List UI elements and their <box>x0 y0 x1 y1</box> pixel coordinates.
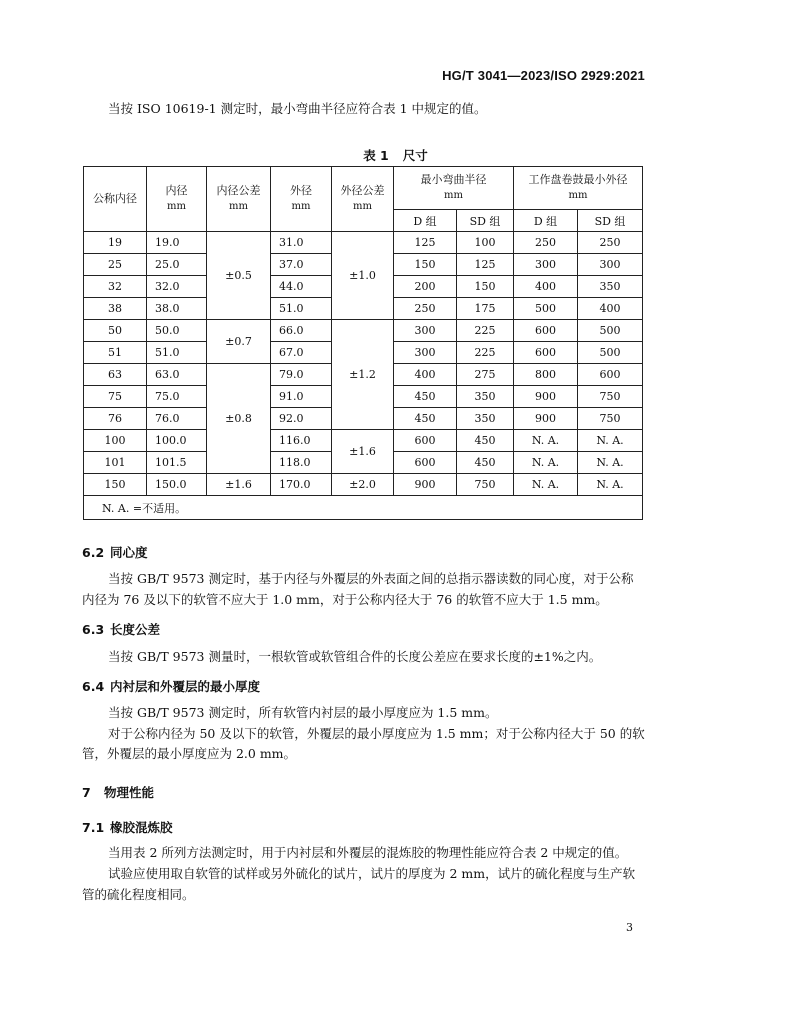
cell-drum-d: 800 <box>514 364 578 386</box>
cell-bend-sd: 450 <box>457 452 514 474</box>
table-note-row <box>84 496 643 520</box>
cell-nominal: 150 <box>84 474 147 496</box>
cell-outer-diameter: 66.0 <box>271 320 332 342</box>
section-title: 内衬层和外覆层的最小厚度 <box>110 679 261 694</box>
cell-outer-tolerance: ±1.2 <box>332 320 394 430</box>
cell-bend-d: 300 <box>394 342 457 364</box>
page-number: 3 <box>626 921 633 934</box>
cell-inner-diameter: 51.0 <box>147 342 207 364</box>
paragraph: 当按 GB/T 9573 测定时，所有软管内衬层的最小厚度应为 1.5 mm。 <box>108 705 498 720</box>
cell-inner-diameter: 38.0 <box>147 298 207 320</box>
cell-nominal: 51 <box>84 342 147 364</box>
cell-outer-diameter: 31.0 <box>271 232 332 254</box>
cell-inner-tolerance: ±0.7 <box>207 320 271 364</box>
cell-drum-sd: 300 <box>578 254 643 276</box>
cell-inner-diameter: 32.0 <box>147 276 207 298</box>
cell-bend-d: 250 <box>394 298 457 320</box>
cell-drum-sd: 250 <box>578 232 643 254</box>
section-title: 同心度 <box>110 545 148 560</box>
header-drum-d: D 组 <box>514 210 578 232</box>
cell-nominal: 50 <box>84 320 147 342</box>
section-7-1-heading <box>82 818 173 836</box>
cell-nominal: 101 <box>84 452 147 474</box>
section-6-4-heading <box>82 677 260 695</box>
cell-outer-tolerance: ±2.0 <box>332 474 394 496</box>
header-outer-diameter: 外径 mm <box>271 167 332 232</box>
table-caption <box>0 146 791 164</box>
cell-nominal: 100 <box>84 430 147 452</box>
header-outer-tolerance: 外径公差 mm <box>332 167 394 232</box>
cell-outer-diameter: 51.0 <box>271 298 332 320</box>
cell-bend-d: 600 <box>394 452 457 474</box>
paragraph: 对于公称内径为 50 及以下的软管，外覆层的最小厚度应为 1.5 mm；对于公称内径大于 50 的软 <box>108 726 645 741</box>
cell-drum-d: 500 <box>514 298 578 320</box>
cell-nominal: 75 <box>84 386 147 408</box>
cell-nominal: 63 <box>84 364 147 386</box>
cell-bend-d: 150 <box>394 254 457 276</box>
cell-drum-sd: 400 <box>578 298 643 320</box>
table-note: N. A. =不适用。 <box>84 496 643 520</box>
cell-inner-tolerance: ±1.6 <box>207 474 271 496</box>
section-title: 橡胶混炼胶 <box>110 820 173 835</box>
cell-drum-d: 600 <box>514 342 578 364</box>
cell-drum-d: N. A. <box>514 430 578 452</box>
cell-inner-diameter: 76.0 <box>147 408 207 430</box>
section-number: 6.2 <box>82 545 105 560</box>
cell-drum-sd: 750 <box>578 386 643 408</box>
table-header-row <box>84 167 643 210</box>
cell-nominal: 32 <box>84 276 147 298</box>
cell-outer-diameter: 116.0 <box>271 430 332 452</box>
section-6-2-heading <box>82 543 148 561</box>
cell-bend-sd: 125 <box>457 254 514 276</box>
header-drum-diameter: 工作盘卷鼓最小外径 mm <box>514 167 643 210</box>
cell-outer-diameter: 170.0 <box>271 474 332 496</box>
standard-header: HG/T 3041—2023/ISO 2929:2021 <box>442 68 645 83</box>
cell-outer-tolerance: ±1.6 <box>332 430 394 474</box>
cell-drum-d: 250 <box>514 232 578 254</box>
paragraph: 试验应使用取自软管的试样或另外硫化的试片，试片的厚度为 2 mm，试片的硫化程度与生产软 <box>108 866 636 881</box>
cell-outer-diameter: 91.0 <box>271 386 332 408</box>
table-caption-title: 尺寸 <box>402 148 428 163</box>
cell-inner-tolerance: ±0.5 <box>207 232 271 320</box>
paragraph: 内径为 76 及以下的软管不应大于 1.0 mm，对于公称内径大于 76 的软管不应大于 1.5 mm。 <box>82 592 608 607</box>
table-row <box>84 320 643 342</box>
cell-inner-diameter: 150.0 <box>147 474 207 496</box>
cell-inner-diameter: 50.0 <box>147 320 207 342</box>
cell-outer-tolerance: ±1.0 <box>332 232 394 320</box>
cell-drum-sd: N. A. <box>578 452 643 474</box>
cell-inner-diameter: 19.0 <box>147 232 207 254</box>
cell-inner-diameter: 101.5 <box>147 452 207 474</box>
cell-outer-diameter: 44.0 <box>271 276 332 298</box>
cell-inner-diameter: 63.0 <box>147 364 207 386</box>
section-6-3-heading <box>82 620 160 638</box>
section-title: 长度公差 <box>110 622 161 637</box>
section-title: 物理性能 <box>104 785 155 800</box>
paragraph: 管，外覆层的最小厚度应为 2.0 mm。 <box>82 746 297 761</box>
cell-bend-d: 450 <box>394 386 457 408</box>
cell-bend-sd: 350 <box>457 408 514 430</box>
cell-drum-sd: 350 <box>578 276 643 298</box>
cell-drum-sd: 750 <box>578 408 643 430</box>
cell-drum-sd: 500 <box>578 342 643 364</box>
cell-bend-d: 200 <box>394 276 457 298</box>
section-number: 7 <box>82 785 91 800</box>
cell-bend-sd: 275 <box>457 364 514 386</box>
table-row <box>84 430 643 452</box>
cell-bend-sd: 100 <box>457 232 514 254</box>
cell-drum-sd: N. A. <box>578 430 643 452</box>
paragraph: 当用表 2 所列方法测定时，用于内衬层和外覆层的混炼胶的物理性能应符合表 2 中规定的值。 <box>108 845 628 860</box>
cell-drum-sd: N. A. <box>578 474 643 496</box>
cell-drum-d: N. A. <box>514 452 578 474</box>
cell-bend-d: 600 <box>394 430 457 452</box>
cell-outer-diameter: 79.0 <box>271 364 332 386</box>
header-bend-d: D 组 <box>394 210 457 232</box>
paragraph: 当按 GB/T 9573 测量时，一根软管或软管组合件的长度公差应在要求长度的±1%之内。 <box>108 649 602 664</box>
section-7-heading <box>82 783 154 801</box>
cell-nominal: 38 <box>84 298 147 320</box>
intro-paragraph: 当按 ISO 10619-1 测定时，最小弯曲半径应符合表 1 中规定的值。 <box>108 101 487 116</box>
cell-drum-sd: 500 <box>578 320 643 342</box>
cell-bend-d: 400 <box>394 364 457 386</box>
section-number: 7.1 <box>82 820 105 835</box>
cell-bend-sd: 225 <box>457 342 514 364</box>
cell-inner-diameter: 25.0 <box>147 254 207 276</box>
cell-inner-diameter: 100.0 <box>147 430 207 452</box>
cell-drum-sd: 600 <box>578 364 643 386</box>
cell-bend-d: 900 <box>394 474 457 496</box>
cell-outer-diameter: 67.0 <box>271 342 332 364</box>
header-drum-sd: SD 组 <box>578 210 643 232</box>
header-nominal: 公称内径 <box>84 167 147 232</box>
cell-nominal: 19 <box>84 232 147 254</box>
table-row <box>84 474 643 496</box>
cell-outer-diameter: 118.0 <box>271 452 332 474</box>
header-inner-tolerance: 内径公差 mm <box>207 167 271 232</box>
cell-bend-sd: 175 <box>457 298 514 320</box>
header-inner-diameter: 内径 mm <box>147 167 207 232</box>
header-min-bend-radius: 最小弯曲半径 mm <box>394 167 514 210</box>
cell-nominal: 76 <box>84 408 147 430</box>
cell-bend-d: 300 <box>394 320 457 342</box>
cell-inner-diameter: 75.0 <box>147 386 207 408</box>
table-caption-number: 表 1 <box>363 148 389 163</box>
cell-drum-d: N. A. <box>514 474 578 496</box>
cell-inner-tolerance: ±0.8 <box>207 364 271 474</box>
cell-drum-d: 900 <box>514 386 578 408</box>
dimensions-table <box>83 166 643 520</box>
cell-outer-diameter: 37.0 <box>271 254 332 276</box>
table-row <box>84 232 643 254</box>
cell-drum-d: 600 <box>514 320 578 342</box>
header-bend-sd: SD 组 <box>457 210 514 232</box>
section-number: 6.3 <box>82 622 105 637</box>
cell-nominal: 25 <box>84 254 147 276</box>
cell-bend-sd: 350 <box>457 386 514 408</box>
paragraph: 管的硫化程度相同。 <box>82 887 195 902</box>
cell-bend-sd: 450 <box>457 430 514 452</box>
cell-bend-sd: 150 <box>457 276 514 298</box>
cell-drum-d: 400 <box>514 276 578 298</box>
cell-bend-sd: 750 <box>457 474 514 496</box>
paragraph: 当按 GB/T 9573 测定时，基于内径与外覆层的外表面之间的总指示器读数的同心度，对于公称 <box>108 571 634 586</box>
cell-bend-sd: 225 <box>457 320 514 342</box>
cell-drum-d: 300 <box>514 254 578 276</box>
cell-outer-diameter: 92.0 <box>271 408 332 430</box>
cell-drum-d: 900 <box>514 408 578 430</box>
cell-bend-d: 125 <box>394 232 457 254</box>
cell-bend-d: 450 <box>394 408 457 430</box>
section-number: 6.4 <box>82 679 105 694</box>
